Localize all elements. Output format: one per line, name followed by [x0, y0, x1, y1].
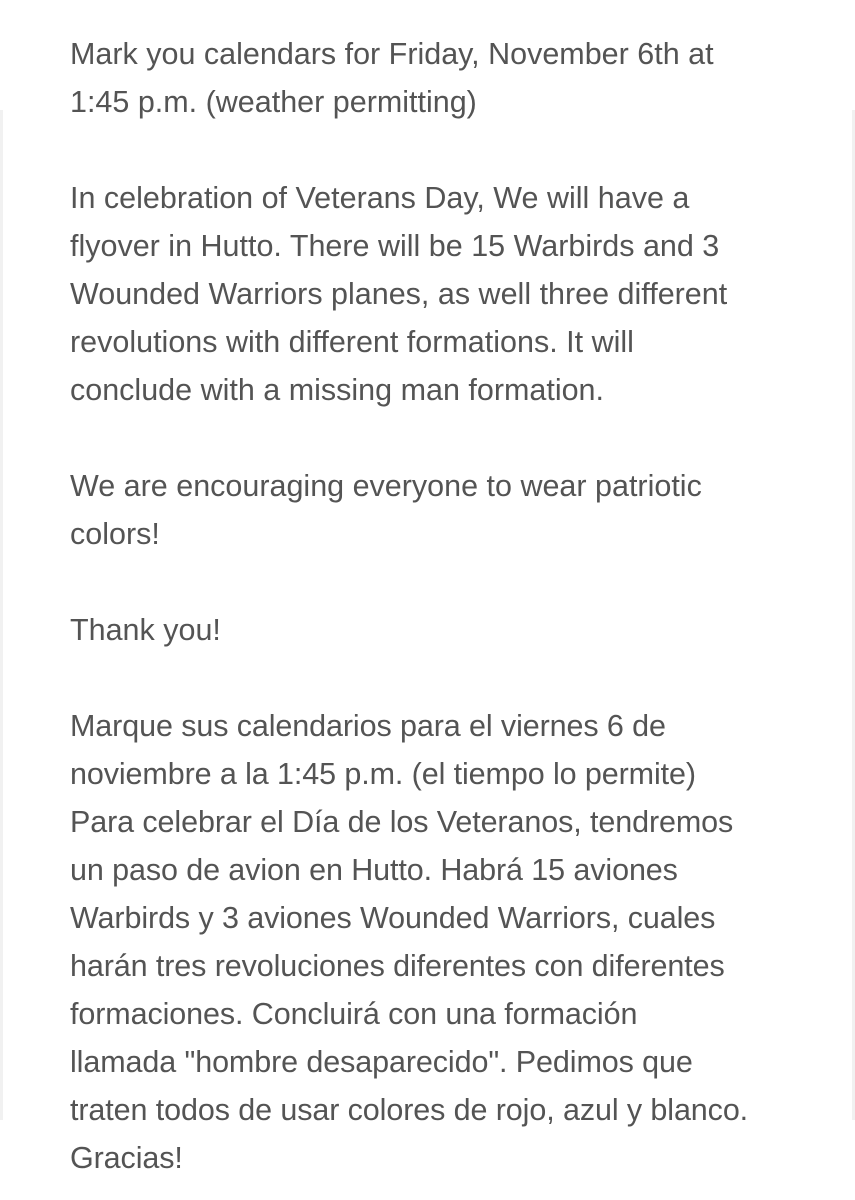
text-line: Marque sus calendarios para el viernes 6 de: [70, 709, 666, 743]
text-line: Warbirds y 3 aviones Wounded Warriors, cuales: [70, 901, 716, 935]
paragraph-spanish: [70, 702, 810, 1182]
text-line: Wounded Warriors planes, as well three different: [70, 277, 728, 311]
paragraph-gap: [70, 126, 810, 174]
text-line: 1:45 p.m. (weather permitting): [70, 85, 477, 119]
text-line: revolutions with different formations. It will: [70, 325, 634, 359]
text-line: Gracias!: [70, 1141, 183, 1175]
paragraph-thanks: [70, 606, 810, 654]
text-line: noviembre a la 1:45 p.m. (el tiempo lo permite): [70, 757, 696, 791]
paragraph-flyover: [70, 174, 810, 414]
text-line: traten todos de usar colores de rojo, azul y blanco.: [70, 1093, 749, 1127]
text-line: harán tres revoluciones diferentes con diferentes: [70, 949, 725, 983]
text-line: formaciones. Concluirá con una formación: [70, 997, 638, 1031]
text-line: We are encouraging everyone to wear patriotic: [70, 469, 702, 503]
paragraph-gap: [70, 654, 810, 702]
text-line: Para celebrar el Día de los Veteranos, tendremos: [70, 805, 734, 839]
text-line: un paso de avion en Hutto. Habrá 15 aviones: [70, 853, 678, 887]
text-line: In celebration of Veterans Day, We will have a: [70, 181, 690, 215]
paragraph-gap: [70, 558, 810, 606]
text-line: conclude with a missing man formation.: [70, 373, 604, 407]
text-line: Thank you!: [70, 613, 221, 647]
left-edge-shadow: [0, 110, 3, 1120]
paragraph-colors: [70, 462, 810, 558]
paragraph-date: [70, 30, 810, 126]
text-line: colors!: [70, 517, 160, 551]
paragraph-gap: [70, 414, 810, 462]
message-body: [70, 30, 810, 1182]
text-line: Mark you calendars for Friday, November 6th at: [70, 37, 714, 71]
text-line: flyover in Hutto. There will be 15 Warbirds and 3: [70, 229, 720, 263]
text-line: llamada "hombre desaparecido". Pedimos que: [70, 1045, 693, 1079]
